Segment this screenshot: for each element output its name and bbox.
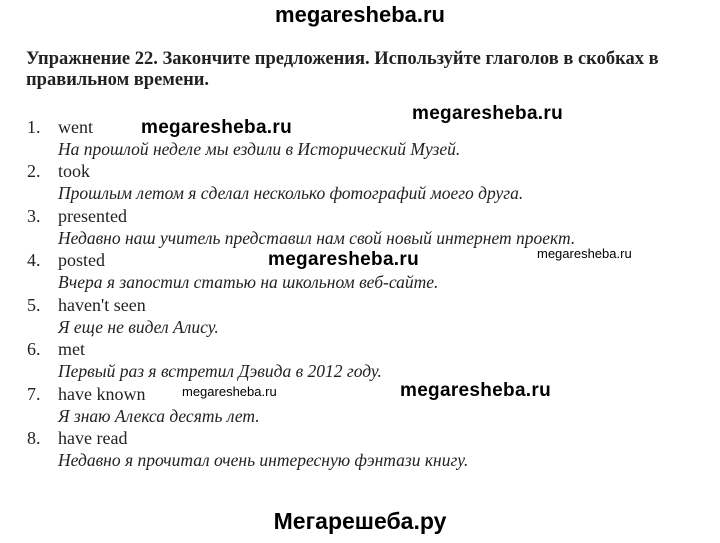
item-number: 5. bbox=[27, 295, 41, 315]
watermark-text: megaresheba.ru bbox=[412, 103, 563, 124]
watermark-text: megaresheba.ru bbox=[400, 380, 551, 401]
item-translation: Прошлым летом я сделал несколько фотографий моего друга. bbox=[58, 183, 524, 203]
item-number: 6. bbox=[27, 339, 41, 359]
item-answer: presented bbox=[58, 206, 127, 226]
item-translation: Я знаю Алекса десять лет. bbox=[58, 406, 260, 426]
item-answer: went bbox=[58, 117, 93, 137]
watermark-text: megaresheba.ru bbox=[182, 384, 277, 399]
item-translation: Первый раз я встретил Дэвида в 2012 году. bbox=[58, 361, 382, 381]
item-number: 3. bbox=[27, 206, 41, 226]
item-answer: took bbox=[58, 161, 91, 181]
site-header-watermark: megaresheba.ru bbox=[275, 2, 445, 27]
watermark-text: megaresheba.ru bbox=[141, 117, 292, 138]
site-footer-watermark: Мегарешеба.ру bbox=[273, 508, 447, 534]
item-translation: Недавно наш учитель представил нам свой новый интернет проект. bbox=[58, 228, 576, 248]
item-translation: Недавно я прочитал очень интересную фэнтази книгу. bbox=[58, 450, 469, 470]
item-number: 7. bbox=[27, 384, 41, 404]
item-answer: haven't seen bbox=[58, 295, 146, 315]
item-number: 8. bbox=[27, 428, 41, 448]
item-answer: posted bbox=[58, 250, 105, 270]
item-answer: met bbox=[58, 339, 85, 359]
item-number: 4. bbox=[27, 250, 41, 270]
item-answer: have known bbox=[58, 384, 146, 404]
item-number: 1. bbox=[27, 117, 41, 137]
item-number: 2. bbox=[27, 161, 41, 181]
item-translation: Вчера я запостил статью на школьном веб-сайте. bbox=[58, 272, 439, 292]
watermark-text: megaresheba.ru bbox=[537, 246, 632, 261]
watermark-text: megaresheba.ru bbox=[268, 249, 419, 270]
item-translation: На прошлой неделе мы ездили в Исторический Музей. bbox=[58, 139, 461, 159]
exercise-title: Упражнение 22. Закончите предложения. Используйте глаголов в скобках в правильном времени. bbox=[26, 49, 659, 90]
item-answer: have read bbox=[58, 428, 128, 448]
item-translation: Я еще не видел Алису. bbox=[58, 317, 219, 337]
